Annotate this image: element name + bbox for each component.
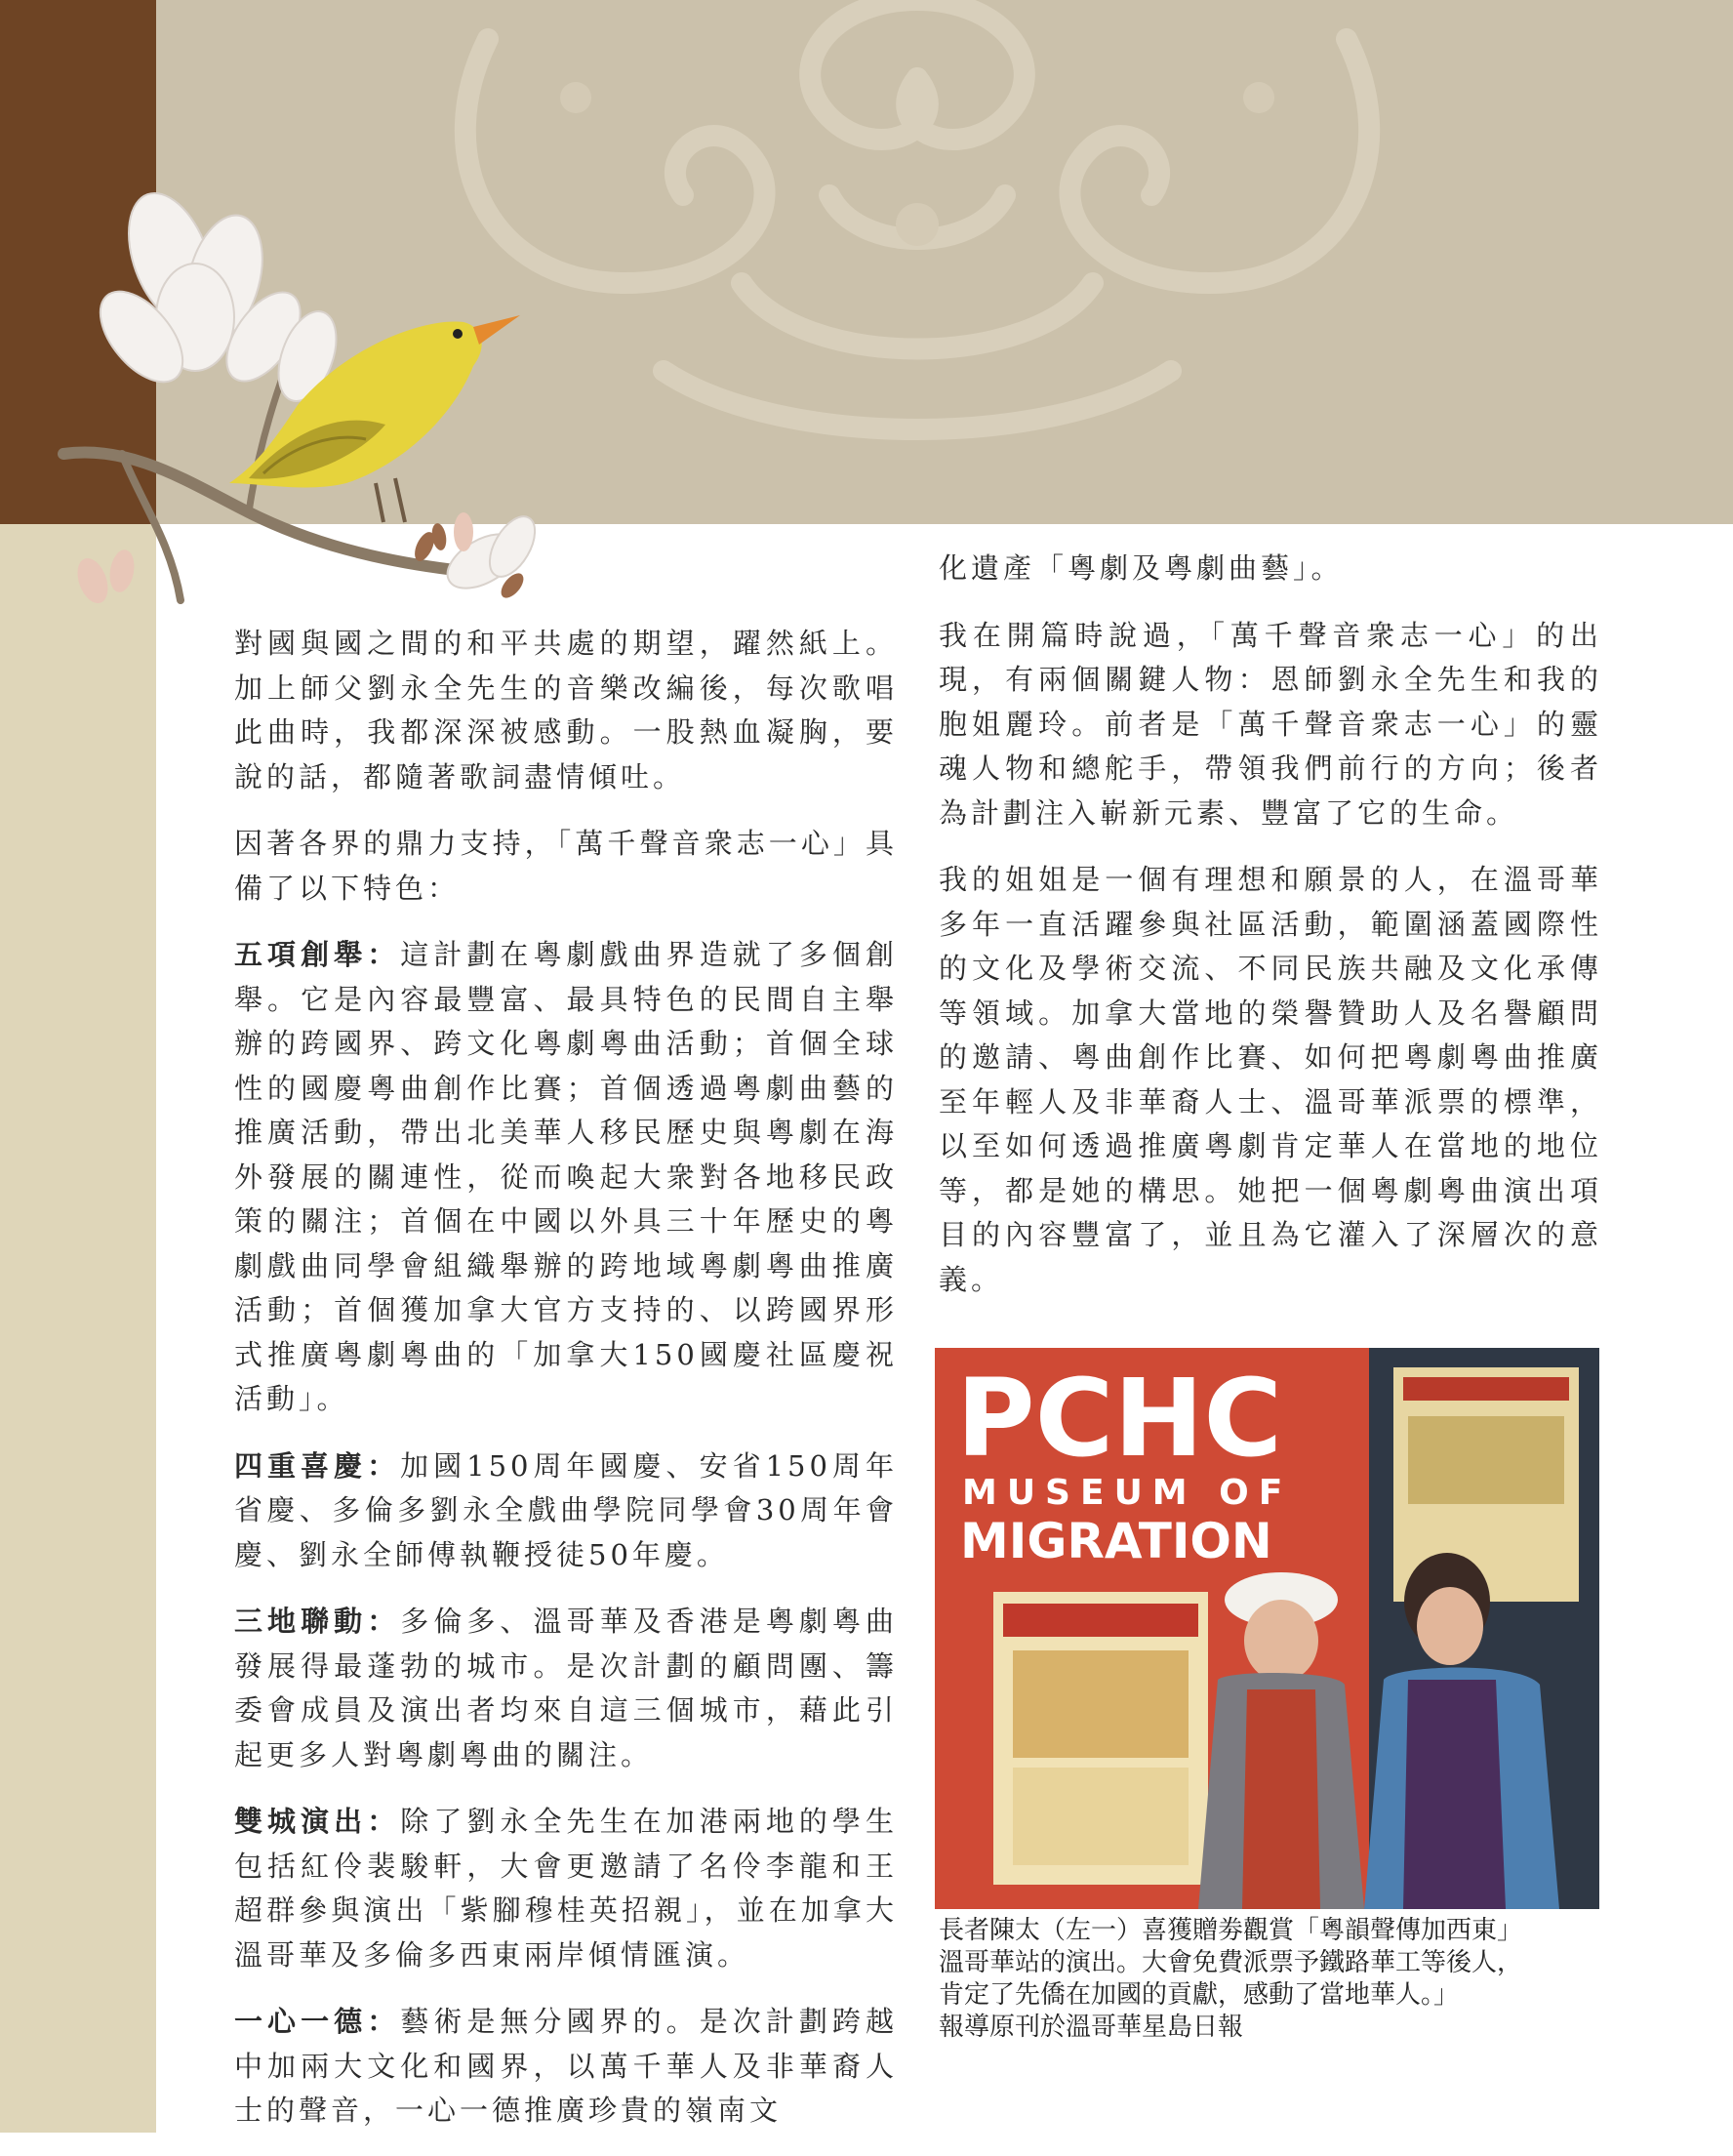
paragraph-lead: 雙城演出： [234,1805,401,1838]
paragraph [234,1600,898,1777]
left-text-column [234,622,898,2156]
museum-photo [935,1348,1599,1909]
right-text-column [939,547,1602,1324]
paragraph-body: 加國150周年國慶、安省150周年省慶、多倫多劉永全戲曲學院同學會30周年會慶、劉永全師傅執鞭授徒50年慶。 [234,1448,898,1571]
paragraph [234,2000,898,2134]
paragraph-lead: 五項創舉： [234,938,401,971]
paragraph-lead: 四重喜慶： [234,1448,401,1483]
museum-photo-scene [935,1348,1599,1909]
caption-line: 長者陳太（左一）喜獲贈劵觀賞「粵韻聲傳加西東」 [939,1916,1523,1945]
pchc-sign: PCHC [956,1356,1283,1481]
paragraph: 化遺產「粵劇及粵劇曲藝」。 [939,551,1344,585]
paragraph [234,1800,898,1977]
caption-line: 溫哥華站的演出。大會免費派票予鐵路華工等後人， [939,1948,1523,1977]
paragraph-body: 除了劉永全先生在加港兩地的學生包括紅伶裴駿軒，大會更邀請了名伶李龍和王超群參與演出「紫腳穆桂英招親」，並在加拿大溫哥華及多倫多西東兩岸傾情匯演。 [234,1805,898,1972]
paragraph: 因著各界的鼎力支持，「萬千聲音衆志一心」具備了以下特色： [234,827,898,905]
paragraph [234,933,898,1422]
magnolia-bird-illustration [54,190,600,649]
paragraph-body: 這計劃在粵劇戲曲界造就了多個創舉。它是內容最豐富、最具特色的民間自主舉辦的跨國界、跨文化粵劇粵曲活動；首個全球性的國慶粵曲創作比賽；首個透過粵劇曲藝的推廣活動，帶出北美華人移民歷史與粵劇在海外發展的關連性，從而喚起大衆對各地移民政策的關注；首個在中國以外具三十年歷史的粵劇戲曲同學會組織舉辦的跨地域粵劇粵曲推廣活動；首個獲加拿大官方支持的、以跨國界形式推廣粵劇粵曲的「加拿大150國慶社區慶祝活動」。 [234,938,898,1415]
paragraph-body: 藝術是無分國界的。是次計劃跨越中加兩大文化和國界，以萬千華人及非華裔人士的聲音，一心一德推廣珍貴的嶺南文 [234,2005,898,2127]
sidebar-cream-band [0,524,156,2133]
paragraph-body: 多倫多、溫哥華及香港是粵劇粵曲發展得最蓬勃的城市。是次計劃的顧問團、籌委會成員及演出者均來自這三個城市，藉此引起更多人對粵劇粵曲的關注。 [234,1605,898,1771]
paragraph [234,1444,898,1578]
caption-line: 報導原刊於溫哥華星島日報 [939,2013,1244,2042]
photo-caption [939,1915,1622,2044]
paragraph-lead: 一心一德： [234,2005,401,2038]
museum-of-sign: MUSEUM OF [962,1473,1293,1513]
paragraph: 我在開篇時說過，「萬千聲音衆志一心」的出現，有兩個關鍵人物：恩師劉永全先生和我的胞姐麗玲。前者是「萬千聲音衆志一心」的靈魂人物和總舵手，帶領我們前行的方向；後者為計劃注入嶄新元素、豐富了它的生命。 [939,618,1602,830]
paragraph: 我的姐姐是一個有理想和願景的人，在溫哥華多年一直活躍參與社區活動，範圍涵蓋國際性的文化及學術交流、不同民族共融及文化承傳等領域。加拿大當地的榮譽贊助人及名譽顧問的邀請、粵曲創作比賽、如何把粵劇粵曲推廣至年輕人及非華裔人士、溫哥華派票的標準，以至如何透過推廣粵劇肯定華人在當地的地位等，都是她的構思。她把一個粵劇粵曲演出項目的內容豐富了，並且為它灌入了深層次的意義。 [939,863,1602,1296]
migration-sign: MIGRATION [960,1513,1272,1569]
paragraph-lead: 三地聯動： [234,1605,401,1638]
paragraph: 對國與國之間的和平共處的期望，躍然紙上。加上師父劉永全先生的音樂改編後，每次歌唱此曲時，我都深深被感動。一股熱血凝胸，要說的話，都隨著歌詞盡情傾吐。 [234,627,898,793]
caption-line: 肯定了先僑在加國的貢獻，感動了當地華人。」 [939,1980,1460,2010]
